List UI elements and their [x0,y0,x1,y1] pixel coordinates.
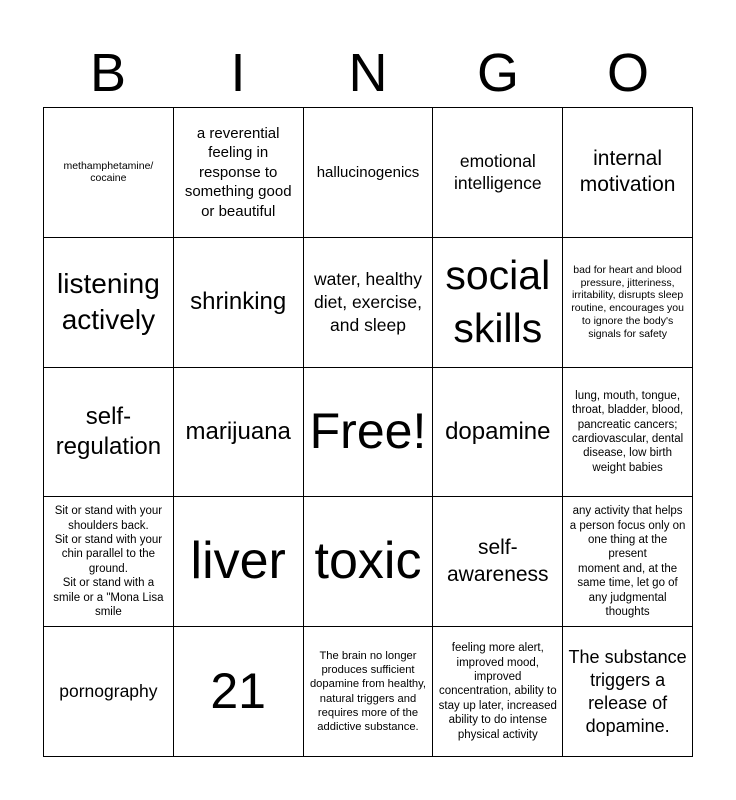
bingo-cell[interactable]: self- awareness [433,497,563,627]
bingo-cell[interactable]: bad for heart and blood pressure, jitteriness, irritability, disrupts sleep routine, encourages you to ignore the body's signals for safety [563,238,693,368]
bingo-cell[interactable]: emotional intelligence [433,108,563,238]
bingo-cell[interactable]: hallucinogenics [304,108,434,238]
bingo-cell[interactable]: toxic [304,497,434,627]
bingo-cell[interactable]: dopamine [433,368,563,498]
bingo-cell[interactable]: feeling more alert, improved mood, improved concentration, ability to stay up later, increased ability to do intense physical activity [433,627,563,757]
bingo-header [43,40,693,106]
bingo-cell[interactable]: self- regulation [44,368,174,498]
bingo-cell[interactable]: water, healthy diet, exercise, and sleep [304,238,434,368]
bingo-cell[interactable]: methamphetamine/ cocaine [44,108,174,238]
free-space-cell[interactable]: Free! [304,368,434,498]
bingo-card-grid [43,107,693,757]
header-letter-b: B [89,43,127,103]
bingo-cell[interactable]: The substance triggers a release of dopamine. [563,627,693,757]
bingo-cell[interactable]: lung, mouth, tongue, throat, bladder, blood, pancreatic cancers; cardiovascular, dental disease, low birth weight babies [563,368,693,498]
header-letter-i: I [230,43,246,103]
bingo-cell[interactable]: marijuana [174,368,304,498]
bingo-cell[interactable]: a reverential feeling in response to something good or beautiful [174,108,304,238]
bingo-cell[interactable]: liver [174,497,304,627]
bingo-cell[interactable]: any activity that helps a person focus only on one thing at the present moment and, at the same time, let go of any judgmental thoughts [563,497,693,627]
bingo-cell[interactable]: social skills [433,238,563,368]
bingo-cell[interactable]: internal motivation [563,108,693,238]
bingo-cell[interactable]: listening actively [44,238,174,368]
bingo-cell[interactable]: The brain no longer produces sufficient dopamine from healthy, natural triggers and requires more of the addictive substance. [304,627,434,757]
bingo-cell[interactable]: Sit or stand with your shoulders back. Sit or stand with your chin parallel to the ground. Sit or stand with a smile or a "Mona Lisa smile [44,497,174,627]
header-letter-n: N [348,43,388,103]
bingo-cell[interactable]: pornography [44,627,174,757]
header-letter-g: G [476,43,519,103]
bingo-cell[interactable]: 21 [174,627,304,757]
bingo-cell[interactable]: shrinking [174,238,304,368]
header-letter-o: O [606,43,649,103]
